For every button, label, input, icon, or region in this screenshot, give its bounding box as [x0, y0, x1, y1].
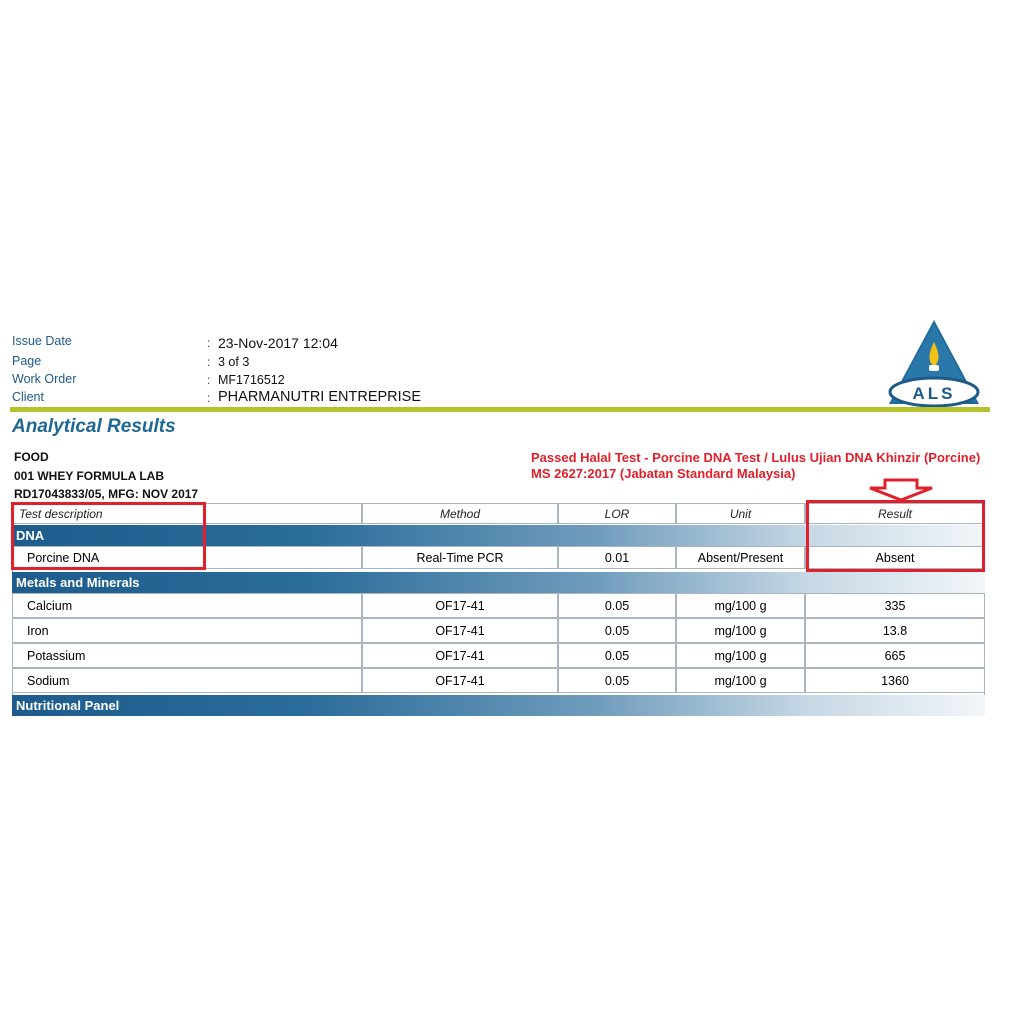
cell-unit: mg/100 g: [676, 668, 805, 693]
cell-method: OF17-41: [362, 668, 558, 693]
cell-result: 665: [805, 643, 985, 668]
group-name: Metals and Minerals: [16, 575, 140, 590]
group-name: DNA: [16, 528, 45, 543]
cell-desc: Potassium: [12, 643, 362, 668]
cell-result: 13.8: [805, 618, 985, 643]
header-test-description: Test description: [12, 503, 362, 524]
cell-result: 1360: [805, 668, 985, 693]
issue-date-value: 23-Nov-2017 12:04: [218, 335, 338, 351]
issue-date-label: Issue Date: [12, 334, 72, 348]
cell-desc: Sodium: [12, 668, 362, 693]
cell-desc: Iron: [12, 618, 362, 643]
cell-unit: mg/100 g: [676, 643, 805, 668]
cell-desc: Porcine DNA: [12, 546, 362, 569]
page-colon: :: [207, 355, 211, 369]
work-order-label: Work Order: [12, 372, 77, 386]
sample-name: 001 WHEY FORMULA LAB: [14, 469, 165, 483]
cell-result: 335: [805, 593, 985, 618]
annotation-line-2: MS 2627:2017 (Jabatan Standard Malaysia): [531, 466, 796, 481]
cell-method: OF17-41: [362, 643, 558, 668]
cell-method: Real-Time PCR: [362, 546, 558, 569]
page-label: Page: [12, 354, 42, 368]
work-order-value: MF1716512: [218, 373, 285, 387]
cell-unit: Absent/Present: [676, 546, 805, 569]
cell-lor: 0.05: [558, 668, 676, 693]
cell-lor: 0.05: [558, 593, 676, 618]
table-row: [12, 593, 985, 618]
als-logo: [886, 318, 982, 408]
cell-lor: 0.05: [558, 618, 676, 643]
annotation-line-1: Passed Halal Test - Porcine DNA Test / Lulus Ujian DNA Khinzir (Porcine): [531, 450, 981, 465]
group-band-metals-minerals: [12, 572, 985, 593]
cell-desc: Calcium: [12, 593, 362, 618]
down-arrow-icon: [866, 478, 936, 502]
cell-lor: 0.05: [558, 643, 676, 668]
highlight-box-test-description: [11, 502, 206, 570]
table-row: [12, 643, 985, 668]
sample-batch: RD17043833/05, MFG: NOV 2017: [14, 487, 199, 501]
group-band-nutritional-panel: [12, 695, 985, 716]
page-value: 3 of 3: [218, 355, 250, 369]
sample-type: FOOD: [14, 450, 49, 464]
header-unit: Unit: [676, 503, 805, 524]
table-row: [12, 618, 985, 643]
cell-unit: mg/100 g: [676, 618, 805, 643]
issue-date-colon: :: [207, 336, 211, 350]
section-title: Analytical Results: [12, 416, 176, 437]
header-result: Result: [805, 503, 985, 524]
client-colon: :: [207, 391, 211, 405]
header-lor: LOR: [558, 503, 676, 524]
header-method: Method: [362, 503, 558, 524]
highlight-box-result: [806, 500, 985, 572]
work-order-colon: :: [207, 373, 211, 387]
header-divider: [10, 407, 990, 412]
als-logo-text: ALS: [912, 384, 956, 403]
table-row: [12, 668, 985, 693]
cell-result: Absent: [805, 546, 985, 569]
cell-lor: 0.01: [558, 546, 676, 569]
group-name: Nutritional Panel: [16, 698, 120, 713]
client-value: PHARMANUTRI ENTREPRISE: [218, 389, 422, 405]
cell-unit: mg/100 g: [676, 593, 805, 618]
cell-method: OF17-41: [362, 593, 558, 618]
client-label: Client: [12, 390, 44, 404]
cell-method: OF17-41: [362, 618, 558, 643]
